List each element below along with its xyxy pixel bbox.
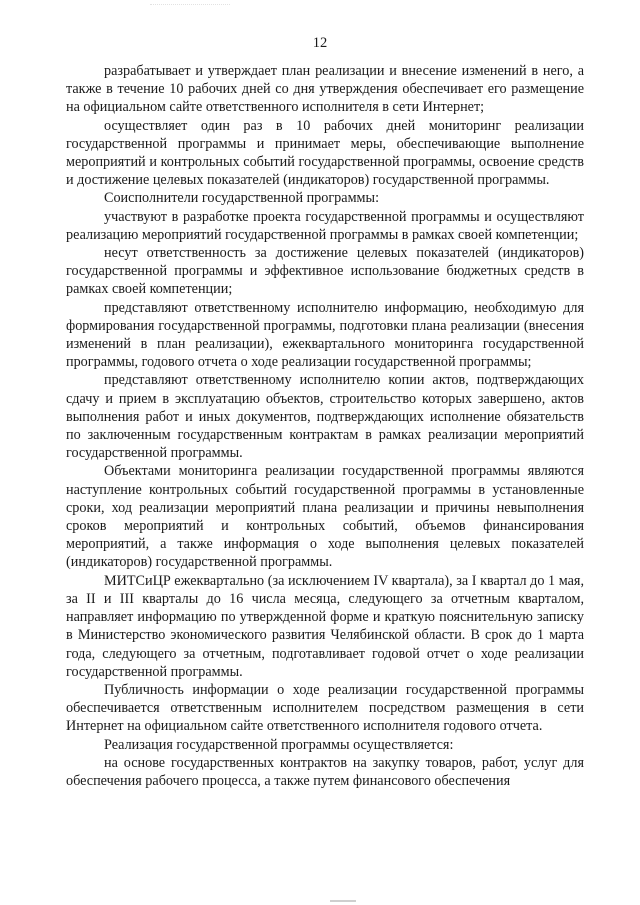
paragraph: на основе государственных контрактов на закупку товаров, работ, услуг для обеспечения рабочего процесса, а также путем финансового обеспечения [66, 754, 584, 789]
paragraph: МИТСиЦР ежеквартально (за исключением IV квартала), за I квартал до 1 мая, за II и III кварталы до 16 числа месяца, следующего за отчетным кварталом, направляет информацию по утвержденной форме и краткую пояснительную записку в Министерство экономического развития Челябинской области. В срок до 1 марта года, следующего за отчетным, подготавливает годовой отчет о ходе реализации государственной программы. [66, 572, 584, 680]
paragraph: участвуют в разработке проекта государственной программы и осуществляют реализацию мероприятий государственной программы в рамках своей компетенции; [66, 208, 584, 243]
paragraph: осуществляет один раз в 10 рабочих дней мониторинг реализации государственной программы и принимает меры, обеспечивающие выполнение мероприятий и контрольных событий государственной программы, освоение средств и достижение целевых показателей (индикаторов) государственной программы. [66, 117, 584, 189]
document-body [66, 62, 584, 790]
paragraph: разрабатывает и утверждает план реализации и внесение изменений в него, а также в течение 10 рабочих дней со дня утверждения обеспечивает его размещение на официальном сайте ответственного исполнителя в сети Интернет; [66, 63, 584, 116]
paragraph: Объектами мониторинга реализации государственной программы являются наступление контрольных событий государственной программы в установленные сроки, ход реализации мероприятий плана реализации и причины невыполнения сроков мероприятий и контрольных событий, объемов финансирования мероприятий, а также информация о ходе выполнения целевых показателей (индикаторов) государственной программы. [66, 463, 584, 571]
scan-artifact [150, 4, 230, 6]
paragraph: представляют ответственному исполнителю копии актов, подтверждающих сдачу и прием в эксплуатацию объектов, строительство которых завершено, актов выполнения работ и иных документов, подтверждающих исполнение обязательств по заключенным государственным контрактам в рамках реализации мероприятий государственной программы. [66, 372, 584, 462]
paragraph: Реализация государственной программы осуществляется: [104, 736, 454, 753]
paragraph: Соисполнители государственной программы: [104, 190, 380, 207]
paragraph: представляют ответственному исполнителю информацию, необходимую для формирования государственной программы, подготовки плана реализации (внесения изменений в план реализации), ежеквартального мониторинга государственной программы, годового отчета о ходе реализации государственной программы; [66, 299, 584, 371]
paragraph: несут ответственность за достижение целевых показателей (индикаторов) государственной программы и эффективное использование бюджетных средств в рамках своей компетенции; [66, 245, 584, 298]
page-number: 12 [312, 35, 328, 51]
scan-artifact [330, 900, 356, 902]
paragraph: Публичность информации о ходе реализации государственной программы обеспечивается ответственным исполнителем посредством размещения в сети Интернет на официальном сайте ответственного исполнителя годового отчета. [66, 681, 584, 735]
